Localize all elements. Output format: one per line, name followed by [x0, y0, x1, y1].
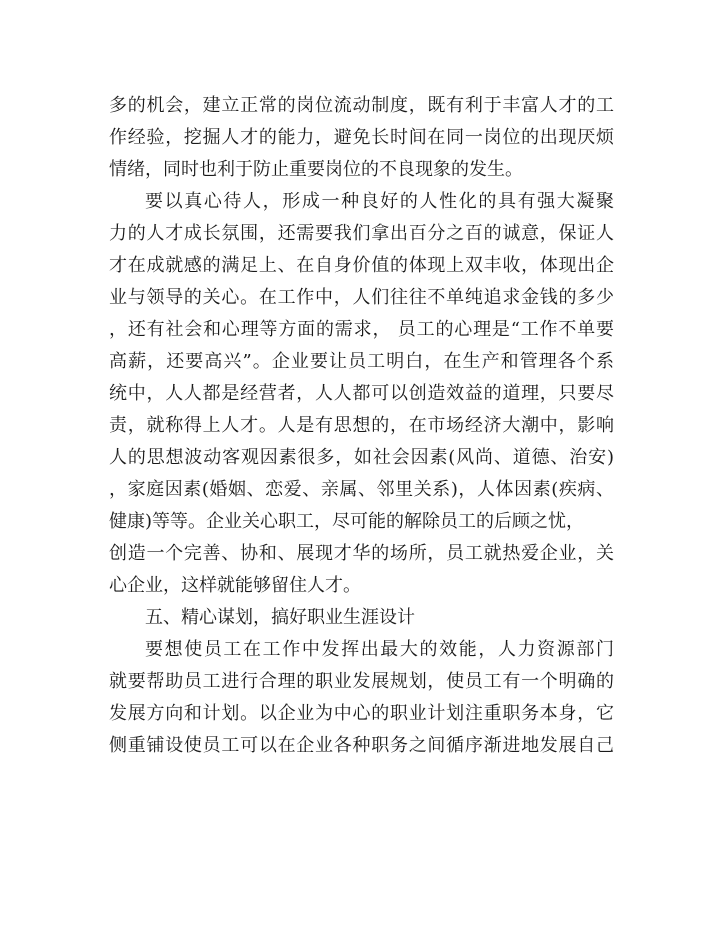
text-line: 业与领导的关心。在工作中，人们往往不单纯追求金钱的多少 — [109, 287, 614, 308]
paragraph-2 — [109, 186, 614, 602]
text-line: 力的人才成长氛围，还需要我们拿出百分之百的诚意，保证人 — [109, 223, 614, 244]
paragraph-1 — [109, 90, 614, 186]
text-line: 高薪，还要高兴”。企业要让员工明白，在生产和管理各个系 — [109, 351, 614, 372]
paragraph-3 — [109, 634, 614, 762]
text-line: 心企业，这样就能够留住人才。 — [109, 575, 361, 596]
text-line: 要以真心待人，形成一种良好的人性化的具有强大凝聚 — [145, 191, 614, 212]
text-line: 创造一个完善、协和、展现才华的场所，员工就热爱企业，关 — [109, 543, 614, 564]
section-heading: 五、精心谋划，搞好职业生涯设计 — [145, 607, 415, 628]
text-line: 要想使员工在工作中发挥出最大的效能，人力资源部门 — [145, 639, 614, 660]
text-line: 人的思想波动客观因素很多，如社会因素(风尚、道德、治安) — [109, 447, 614, 468]
text-line: 发展方向和计划。以企业为中心的职业计划注重职务本身，它 — [109, 703, 614, 724]
text-line: ，家庭因素(婚姻、恋爱、亲属、邻里关系)，人体因素(疾病、 — [109, 479, 614, 500]
document-body — [109, 90, 614, 762]
text-line: 才在成就感的满足上、在自身价值的体现上双丰收，体现出企 — [109, 255, 614, 276]
text-line: 多的机会，建立正常的岗位流动制度，既有利于丰富人才的工 — [109, 95, 614, 116]
text-line: 情绪，同时也利于防止重要岗位的不良现象的发生。 — [109, 159, 523, 180]
text-line: 责，就称得上人才。人是有思想的，在市场经济大潮中，影响 — [109, 415, 614, 436]
text-line: ，还有社会和心理等方面的需求， 员工的心理是“工作不单要 — [109, 319, 614, 340]
text-line: 就要帮助员工进行合理的职业发展规划，使员工有一个明确的 — [109, 671, 614, 692]
text-line: 侧重铺设使员工可以在企业各种职务之间循序渐进地发展自己 — [109, 735, 614, 756]
text-line: 作经验，挖掘人才的能力，避免长时间在同一岗位的出现厌烦 — [109, 127, 614, 148]
text-line: 统中，人人都是经营者，人人都可以创造效益的道理，只要尽 — [109, 383, 614, 404]
text-line: 健康)等等。企业关心职工，尽可能的解除员工的后顾之忧， — [109, 511, 585, 532]
